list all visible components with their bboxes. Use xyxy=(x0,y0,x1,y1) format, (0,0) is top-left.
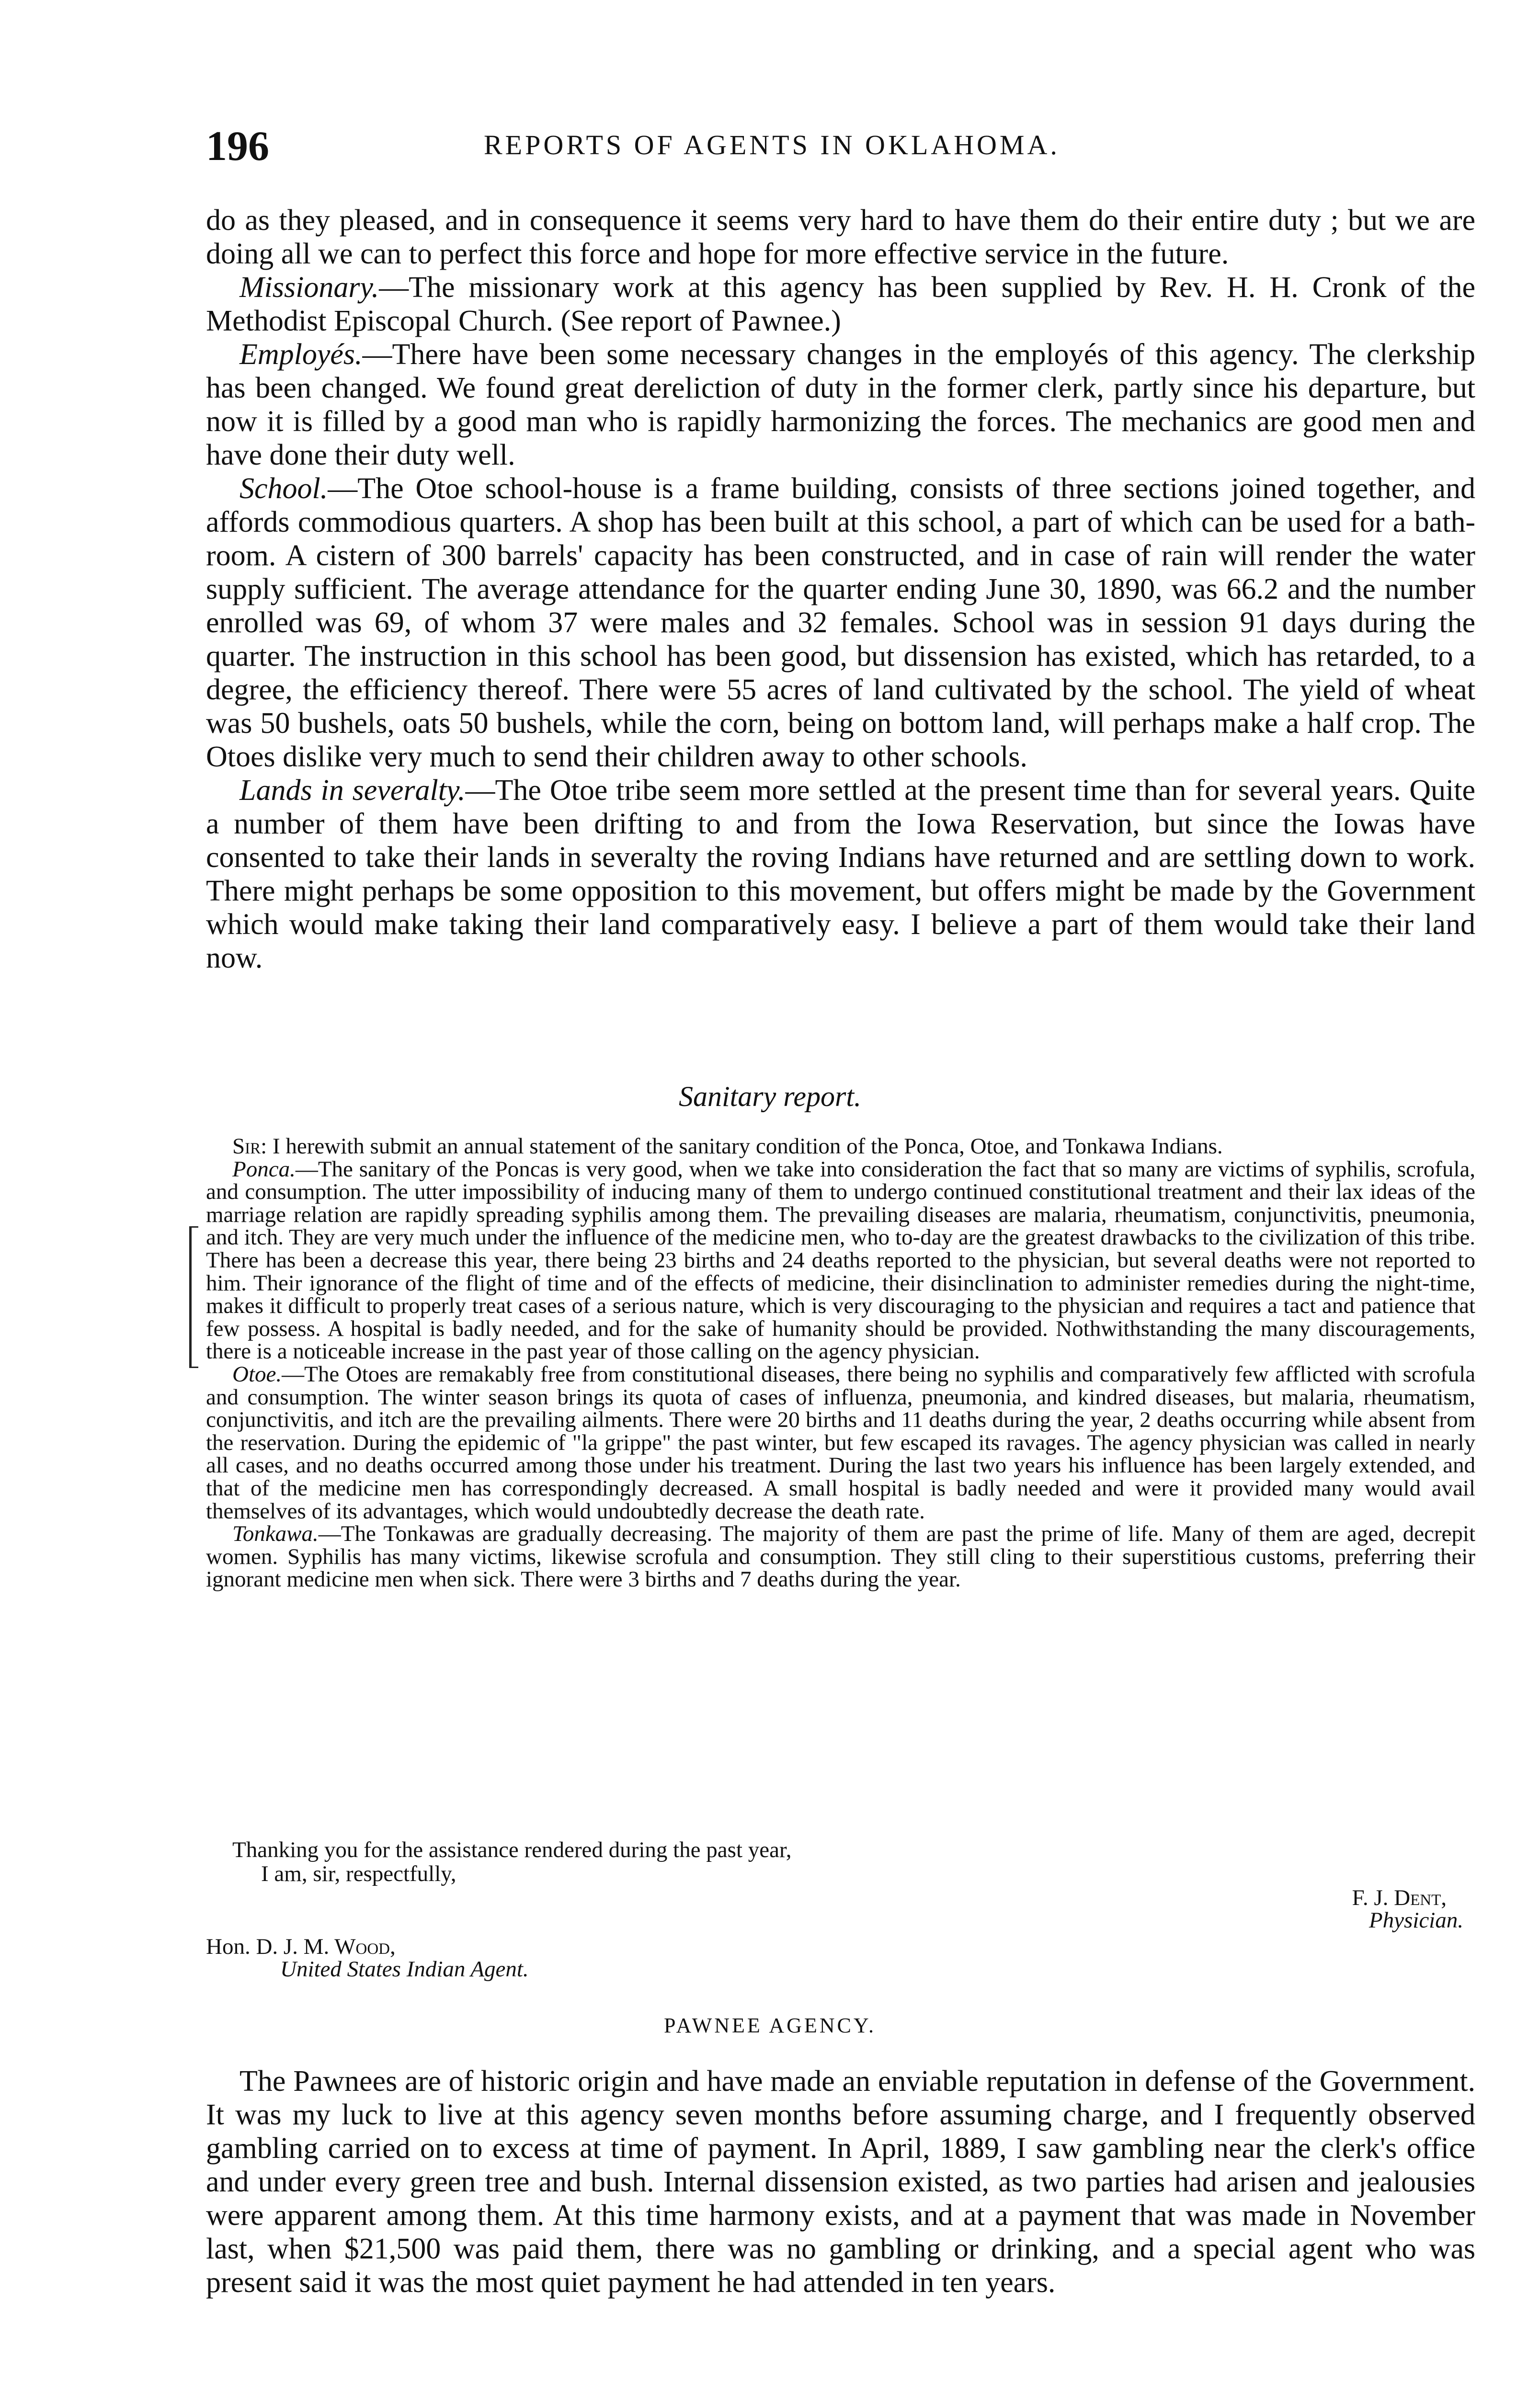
addressee-name: D. J. M. Wood, xyxy=(256,1934,396,1959)
school-lead: School. xyxy=(240,472,328,505)
lands-text: —The Otoe tribe seem more settled at the present time than for several years. Quite a number of them have been drifting to and from the Iowa Reservation, but since the Iowas have consented to take their lands in severalty the roving Indians have returned and are settling down to work. There might perhaps be some opposition to this movement, but offers might be made by the Government which would make taking their land comparatively easy. I believe a part of them would take their land now. xyxy=(206,774,1475,974)
continuation-paragraph: do as they pleased, and in consequence it seems very hard to have them do their entire duty ; but we are doing all we can to perfect this force and hope for more effective service in the future. xyxy=(206,204,1475,270)
missionary-text: —The missionary work at this agency has been supplied by Rev. H. H. Cronk of the Methodist Episcopal Church. (See report of Pawnee.) xyxy=(206,271,1475,337)
tonkawa-text: —The Tonkawas are gradually decreasing. The majority of them are past the prime of life. Many of them are aged, decrepit women. Syphilis has many victims, likewise scrofula and consumption. They still cling to their superstitious customs, preferring their ignorant medicine men when sick. There were 3 births and 7 deaths during the year. xyxy=(206,1521,1475,1592)
signer-title: Physician. xyxy=(1369,1908,1463,1933)
thanks-line: Thanking you for the assistance rendered during the past year, xyxy=(232,1837,792,1862)
margin-bracket-mark xyxy=(189,1226,198,1368)
page-header xyxy=(206,122,1480,170)
sanitary-report-body xyxy=(206,1135,1475,1591)
tonkawa-paragraph xyxy=(206,1523,1475,1591)
salutation: Sir: xyxy=(232,1134,267,1159)
signer-name: F. J. Dent, xyxy=(1352,1885,1447,1910)
page-number: 196 xyxy=(206,123,269,170)
school-paragraph xyxy=(206,472,1475,774)
running-head: REPORTS OF AGENTS IN OKLAHOMA. xyxy=(484,129,1060,160)
agent-report-body xyxy=(206,204,1475,975)
missionary-paragraph xyxy=(206,271,1475,338)
tonkawa-lead: Tonkawa. xyxy=(232,1521,319,1547)
employes-lead: Employés. xyxy=(240,338,363,371)
employes-paragraph xyxy=(206,338,1475,472)
lands-paragraph xyxy=(206,774,1475,975)
sanitary-intro-paragraph xyxy=(206,1135,1475,1158)
ponca-text: —The sanitary of the Poncas is very good, when we take into consideration the fact that so many are victims of syphilis, scrofula, and consumption. The utter impossibility of inducing many of them to undergo continued constitutional treatment and their lax ideas of the marriage relation are rapidly spreading syphilis among them. The prevailing diseases are malaria, rheumatism, conjunctivitis, pneumonia, and itch. They are very much under the influence of the medicine men, who to-day are the greatest drawbacks to the civilization of this tribe. There has been a decrease this year, there being 23 births and 24 deaths reported to the physician, but several deaths were not reported to him. Their ignorance of the flight of time and of the effects of medicine, their disinclination to administer remedies during the night-time, makes it difficult to properly treat cases of a serious nature, which is very discouraging to the physician and requires a tact and patience that few possess. A hospital is badly needed, and for the sake of humanity should be provided. Nothwithstanding the many discouragements, there is a noticeable increase in the past year of those calling on the agency physician. xyxy=(206,1156,1475,1364)
addressee-prefix: Hon. xyxy=(206,1934,256,1959)
addressee-title: United States Indian Agent. xyxy=(280,1957,529,1982)
pawnee-agency-heading: PAWNEE AGENCY. xyxy=(664,2014,876,2037)
lands-lead: Lands in severalty. xyxy=(240,774,466,807)
sanitary-intro: I herewith submit an annual statement of the sanitary condition of the Ponca, Otoe, and Tonkawa Indians. xyxy=(267,1134,1223,1159)
pawnee-report-body xyxy=(206,2064,1475,2299)
otoe-paragraph xyxy=(206,1363,1475,1523)
sanitary-report-title: Sanitary report. xyxy=(678,1081,862,1112)
otoe-lead: Otoe. xyxy=(232,1361,282,1387)
school-text: —The Otoe school-house is a frame building, consists of three sections joined together, and affords commodious quarters. A shop has been built at this school, a part of which can be used for a bath-room. A cistern of 300 barrels' capacity has been constructed, and in case of rain will render the water supply sufficient. The average attendance for the quarter ending June 30, 1890, was 66.2 and the number enrolled was 69, of whom 37 were males and 32 females. School was in session 91 days during the quarter. The instruction in this school has been good, but dissension has existed, which has retarded, to a degree, the efficiency thereof. There were 55 acres of land cultivated by the school. The yield of wheat was 50 bushels, oats 50 bushels, while the corn, being on bottom land, will perhaps make a half crop. The Otoes dislike very much to send their children away to other schools. xyxy=(206,472,1475,773)
addressee-line xyxy=(206,1934,396,1960)
missionary-lead: Missionary. xyxy=(240,271,379,304)
ponca-lead: Ponca. xyxy=(232,1156,296,1182)
otoe-text: —The Otoes are remakably free from constitutional diseases, there being no syphilis and comparatively few afflicted with scrofula and consumption. The winter season brings its quota of cases of influenza, pneumonia, and kindred diseases, but malaria, rheumatism, conjunctivitis, and itch are the prevailing ailments. There were 20 births and 11 deaths during the year, 2 deaths occurring while absent from the reservation. During the epidemic of "la grippe" the past winter, but few escaped its ravages. The agency physician was called in nearly all cases, and no deaths occurred among those under his treatment. During the last two years his influence has been largely extended, and that of the medicine men has correspondingly decreased. A small hospital is badly needed and were it provided many would avail themselves of its advantages, which would undoubtedly decrease the death rate. xyxy=(206,1361,1475,1524)
ponca-paragraph xyxy=(206,1158,1475,1363)
closing-line: I am, sir, respectfully, xyxy=(261,1861,456,1886)
employes-text: —There have been some necessary changes in the employés of this agency. The clerkship has been changed. We found great dereliction of duty in the former clerk, partly since his departure, but now it is filled by a good man who is rapidly harmonizing the forces. The mechanics are good men and have done their duty well. xyxy=(206,338,1475,471)
pawnee-paragraph: The Pawnees are of historic origin and have made an enviable reputation in defense of the Government. It was my luck to live at this agency seven months before assuming charge, and I frequently observed gambling carried on to excess at time of payment. In April, 1889, I saw gambling near the clerk's office and under every green tree and bush. Internal dissension existed, as two parties had arisen and jealousies were apparent among them. At this time harmony exists, and at a payment that was made in November last, when $21,500 was paid them, there was no gambling or drinking, and a special agent who was present said it was the most quiet payment he had attended in ten years. xyxy=(206,2065,1475,2299)
